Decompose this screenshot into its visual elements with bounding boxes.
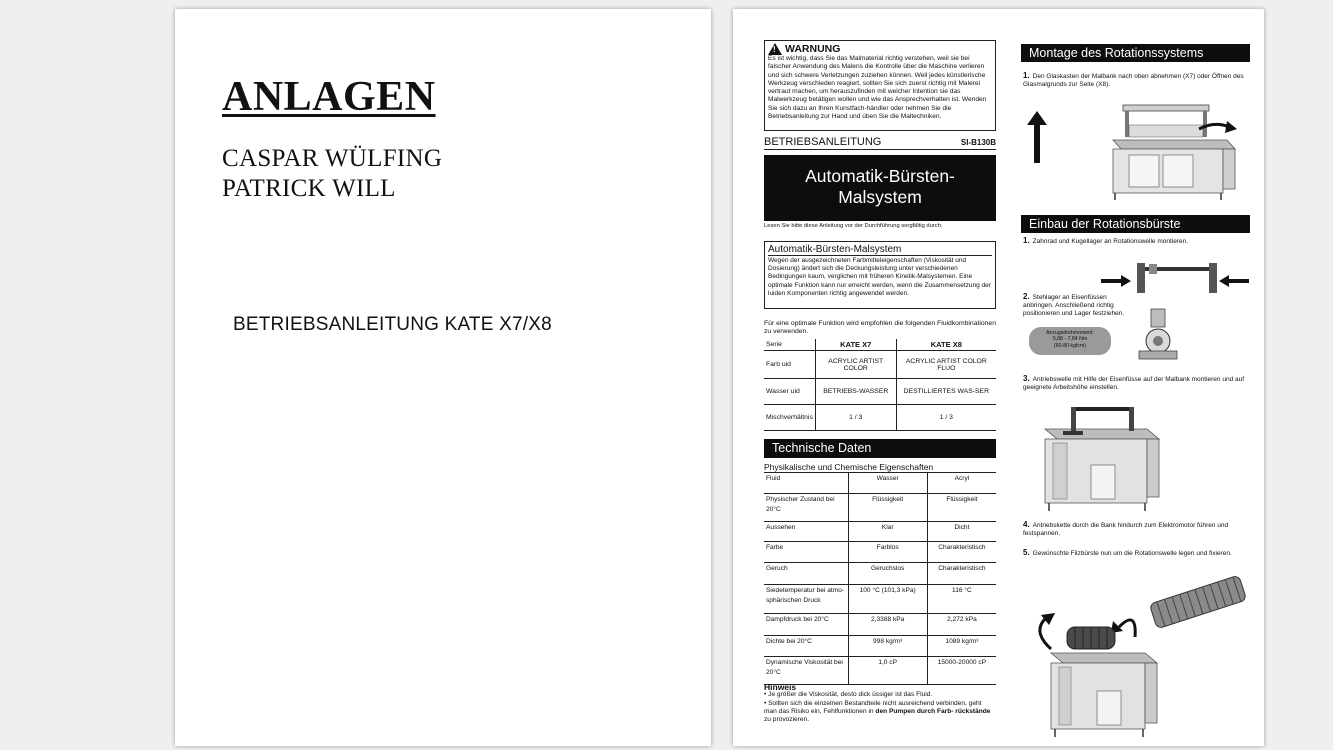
doc-label: BETRIEBSANLEITUNG [764, 136, 882, 148]
step-text: Den Glaskasten der Malbank nach oben abnehmen (X7) oder Öffnen des Glasmalgrunds zur Seite (X8). [1023, 73, 1244, 89]
fluid-intro: Für eine optimale Funktion wird empfohlen die folgenden Fluidkombinationen zu verwenden. [764, 320, 996, 336]
table-row [764, 562, 996, 584]
step-number: 3. [1023, 374, 1030, 383]
fluid-header-cell: Serie [764, 339, 815, 351]
einbau-step-4 [1023, 521, 1249, 538]
table-cell: Physischer Zustand bei 20°C [764, 493, 848, 521]
manual-page [733, 9, 1264, 746]
table-row [764, 473, 996, 493]
step-number: 2. [1023, 292, 1030, 301]
table-cell: 100 °C (101,3 kPa) [848, 584, 927, 613]
torque-value: 5,88 - 7,84 Nm [1052, 336, 1088, 343]
phys-heading: Physikalische und Chemische Eigenschaften [764, 462, 996, 473]
hinweis-bullet-1-text: Je größer die Viskosität, desto dick üssiger ist das Fluid. [768, 691, 933, 699]
table-row [764, 493, 996, 521]
fluid-table-header [764, 339, 996, 351]
manual-title-block [764, 155, 996, 221]
step-number: 1. [1023, 71, 1030, 80]
tech-table [764, 473, 996, 685]
table-cell: Charakteristisch [927, 541, 996, 562]
step-text: Zahnrad und Kugellager an Rotationswelle montieren. [1032, 238, 1189, 245]
table-cell: Dichte bei 20°C [764, 635, 848, 656]
manual-title-line2: Malsystem [838, 187, 922, 207]
table-cell: Wasser uid [764, 379, 815, 405]
table-cell: Farblos [848, 541, 927, 562]
warning-heading: WARNUNG [785, 43, 841, 55]
fluid-header-cell: KATE X7 [815, 339, 896, 351]
hinweis-section [764, 683, 996, 724]
table-cell: Siedetemperatur bei atmo-sphärischen Druck [764, 584, 848, 613]
bearing-illustration [1137, 307, 1181, 365]
table-row [764, 635, 996, 656]
torque-badge [1029, 327, 1111, 355]
hinweis-bullet-1: • Je größer die Viskosität, desto dick üssiger ist das Fluid. [764, 691, 933, 699]
table-row [764, 379, 996, 405]
table-cell: ACRYLIC ARTIST COLOR FLUO [896, 351, 996, 379]
table-cell: Aussehen [764, 521, 848, 541]
arrow-up-icon [1025, 109, 1049, 165]
table-cell: BETRIEBS-WASSER [815, 379, 896, 405]
bench-shaft-illustration [1041, 403, 1165, 513]
einbau-step-3 [1023, 375, 1249, 392]
table-cell: Dicht [927, 521, 996, 541]
step-text: Gewünschte Filzbürste nun um die Rotationswelle legen und fixieren. [1032, 550, 1232, 557]
fluid-header-cell: KATE X8 [896, 339, 996, 351]
step-text: Antriebswelle mit Hilfe der Eisenfüsse auf der Malbank montieren und auf geeignete Arbeitshöhe einstellen. [1023, 376, 1245, 392]
table-cell: 1,0 cP [848, 656, 927, 684]
read-note: Lesen Sie bitte diese Anleitung vor der Durchführung sorgfältig durch. [764, 223, 943, 229]
warning-text: Es ist wichtig, dass Sie das Malmaterial richtig verstehen, weil sie bei falscher Anwendung des Malens die Kontrolle über die Maschine verlieren und sich schwere Verletzungen zuziehen können. Weil jedes künstlerische Werkzeug verschieden reagiert, sollten Sie sich zuerst richtig mit Malerei vertraut machen, um herauszufinden mit welcher Intention sie das Malwerkzeug betätigen wollen und wie das Ansprechverhalten ist. Wenden Sie sich dazu an Ihren Kunstfach-händler oder nehmen Sie die Betriebsanleitung zur Hand und üben Sie die Maltechniken. [768, 55, 987, 121]
einbau-heading: Einbau der Rotationsbürste [1021, 215, 1250, 233]
hinweis-bullet-2-end: zu provozieren. [764, 716, 810, 724]
doc-label-row [764, 136, 996, 150]
fluid-table [764, 339, 996, 431]
step-number: 5. [1023, 548, 1030, 557]
montage-heading: Montage des Rotationssystems [1021, 44, 1250, 62]
warning-box [764, 40, 996, 131]
step-number: 1. [1023, 236, 1030, 245]
table-cell: Klar [848, 521, 927, 541]
einbau-step-1 [1023, 237, 1249, 246]
table-cell: Farb uid [764, 351, 815, 379]
table-cell: DESTILLIERTES WAS-SER [896, 379, 996, 405]
table-cell: 2,3388 kPa [848, 613, 927, 635]
cover-author-1: CASPAR WÜLFING [222, 145, 443, 172]
torque-alt: (60-80 kgfcm) [1054, 342, 1086, 349]
einbau-step-2 [1023, 293, 1133, 319]
table-cell: Dampfdruck bei 20°C [764, 613, 848, 635]
table-row [764, 613, 996, 635]
table-row [764, 351, 996, 379]
hinweis-heading: Hinweis [764, 682, 797, 692]
cover-page [175, 9, 711, 746]
table-cell: 116 °C [927, 584, 996, 613]
bench-brush-illustration [1027, 609, 1167, 739]
table-cell: Acryl [927, 473, 996, 493]
hinweis-bullet-2-bold: den Pumpen durch Farb- [875, 707, 954, 715]
hinweis-bullet-2-text: Sollten sich die einzelnen Bestandteile nicht ausreichend verbinden, geht man das Risiko ein, Fehlfunktionen in [764, 699, 982, 715]
table-cell: Geruch [764, 562, 848, 584]
table-row [764, 656, 996, 684]
cover-author-2: PATRICK WILL [222, 175, 396, 202]
bench-glasscase-illustration [1099, 93, 1239, 203]
table-cell: Flüssigkeit [848, 493, 927, 521]
table-cell: Farbe [764, 541, 848, 562]
table-row [764, 584, 996, 613]
einbau-step-5 [1023, 549, 1249, 558]
info-heading: Automatik-Bürsten-Malsystem [768, 244, 992, 256]
table-cell: 1 / 3 [815, 405, 896, 431]
warning-icon: ! [768, 43, 782, 55]
step-number: 4. [1023, 520, 1030, 529]
table-cell: 998 kg/m³ [848, 635, 927, 656]
table-row [764, 541, 996, 562]
table-cell: ACRYLIC ARTIST COLOR [815, 351, 896, 379]
manual-title-line1: Automatik-Bürsten- [805, 166, 955, 186]
torque-label: Anzugsdrehmoment: [1046, 330, 1094, 336]
tech-heading: Technische Daten [764, 439, 996, 458]
step-text: Antriebskette durch die Bank hindurch zum Elektromotor führen und festspannen. [1023, 522, 1229, 538]
hinweis-bullet-2-bold-2: rückstände [955, 707, 991, 715]
table-cell: 15000-20000 cP [927, 656, 996, 684]
cover-title: ANLAGEN [222, 74, 436, 120]
table-cell: Geruchslos [848, 562, 927, 584]
table-cell: Fluid [764, 473, 848, 493]
table-cell: Wasser [848, 473, 927, 493]
table-cell: 2,272 kPa [927, 613, 996, 635]
info-text: Wegen der ausgezeichneten Farbmitteleigenschaften (Viskosität und Dosierung) ändert sich die Deckungsleistung unter verschiedenen Bedingungen kaum, verglichen mit früheren Kinetik-Malsystemen. Eine optimale Funktion kann nur erreicht werden, wenn die Zusammensetzung der luiden Komponenten richtig angewendet werden. [768, 257, 991, 297]
montage-step-1 [1023, 72, 1249, 89]
hinweis-bullet-2: • Sollten sich die einzelnen Bestandteile nicht ausreichend verbinden, geht man das Risiko ein, Fehlfunktionen in den Pumpen durch Farb- rückstände zu provozieren. [764, 699, 991, 724]
step-text: Stehlager an Eisenfüssen anbringen. Anschließend richtig positionieren und Lager festziehen. [1023, 294, 1125, 318]
cover-subtitle: BETRIEBSANLEITUNG KATE X7/X8 [233, 314, 552, 335]
table-cell: 1089 kg/m³ [927, 635, 996, 656]
shaft-assembly-illustration [1099, 255, 1251, 295]
table-row [764, 405, 996, 431]
table-cell: Dynamische Viskosität bei 20°C [764, 656, 848, 684]
table-cell: Charakteristisch [927, 562, 996, 584]
table-cell: Flüssigkeit [927, 493, 996, 521]
table-row [764, 521, 996, 541]
info-box [764, 241, 996, 309]
table-cell: Mischverhältnis [764, 405, 815, 431]
doc-code: SI-B130B [960, 138, 996, 147]
table-cell: 1 / 3 [896, 405, 996, 431]
